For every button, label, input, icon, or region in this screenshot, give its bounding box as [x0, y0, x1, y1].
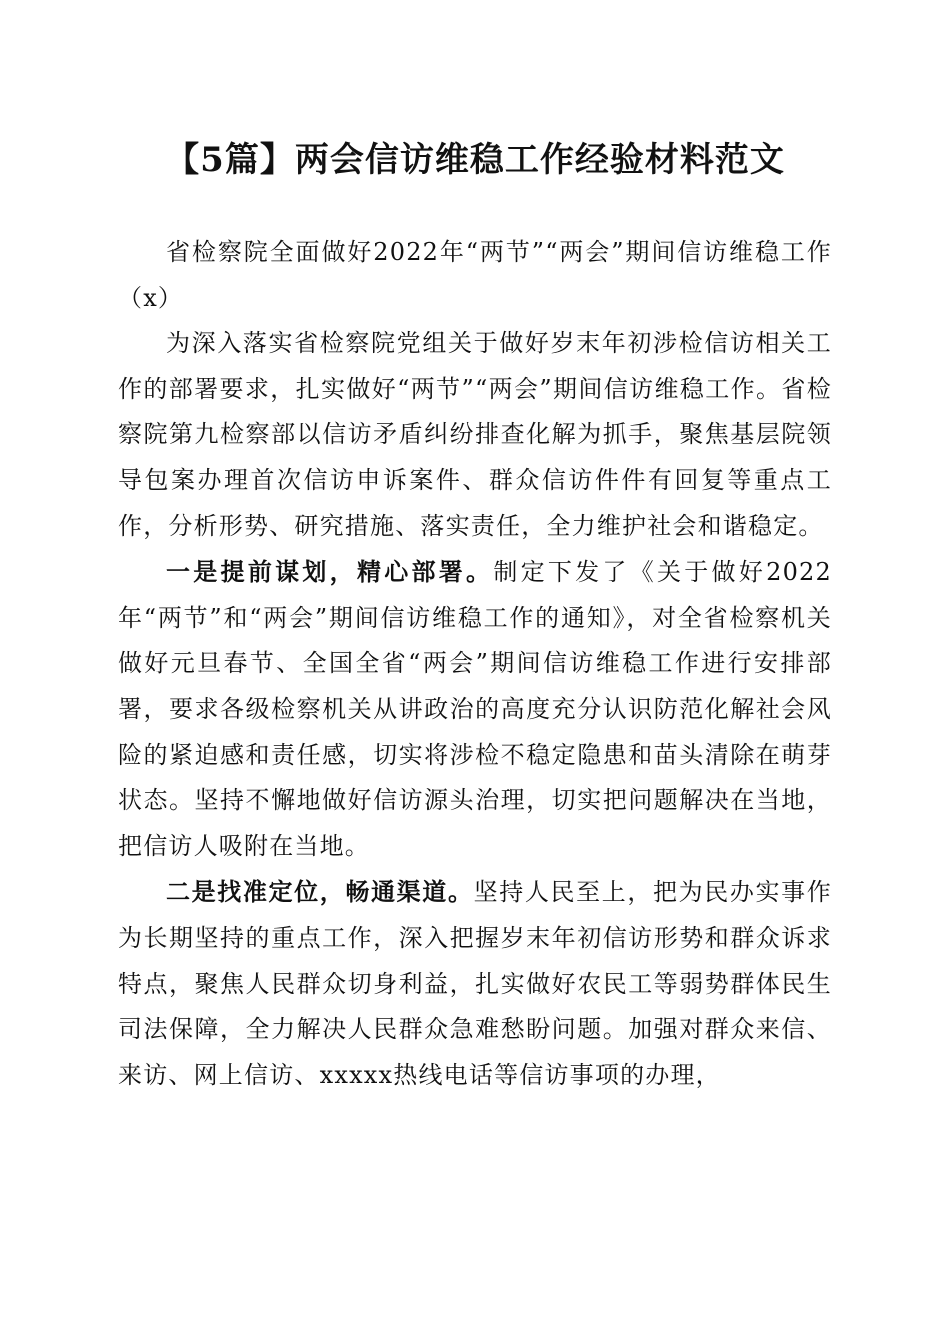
subtitle-paragraph: 省检察院全面做好2022年“两节”“两会”期间信访维稳工作（x） [118, 238, 832, 312]
paragraph-2-text: 制定下发了《关于做好2022年“两节”和“两会”期间信访维稳工作的通知》，对全省检察机关做好元旦春节、全国全省“两会”期间信访维稳工作进行安排部署，要求各级检察机关从讲政治的高度充分认识防范化解社会风险的紧迫感和责任感，切实将涉检不稳定隐患和苗头清除在萌芽状态。坚持不懈地做好信访源头治理，切实把问题解决在当地，把信访人吸附在当地。 [118, 558, 832, 860]
document-body [118, 230, 832, 1098]
body-paragraph-3 [118, 869, 832, 1098]
body-paragraph-1 [118, 321, 832, 549]
paragraph-1-text: 为深入落实省检察院党组关于做好岁末年初涉检信访相关工作的部署要求，扎实做好“两节”“两会”期间信访维稳工作。省检察院第九检察部以信访矛盾纠纷排查化解为抓手，聚焦基层院领导包案办理首次信访申诉案件、群众信访件件有回复等重点工作，分析形势、研究措施、落实责任，全力维护社会和谐稳定。 [118, 329, 832, 540]
body-paragraph-2 [118, 549, 832, 869]
paragraph-3-lead: 二是找准定位，畅通渠道。 [166, 877, 474, 907]
paragraph-3-text: 坚持人民至上，把为民办实事作为长期坚持的重点工作，深入把握岁末年初信访形势和群众诉求特点，聚焦人民群众切身利益，扎实做好农民工等弱势群体民生司法保障，全力解决人民群众急难愁盼问题。加强对群众来信、来访、网上信访、xxxxx热线电话等信访事项的办理， [118, 878, 832, 1089]
document-title: 【5篇】两会信访维稳工作经验材料范文 [165, 140, 785, 180]
paragraph-2-lead: 一是提前谋划，精心部署。 [166, 557, 494, 587]
